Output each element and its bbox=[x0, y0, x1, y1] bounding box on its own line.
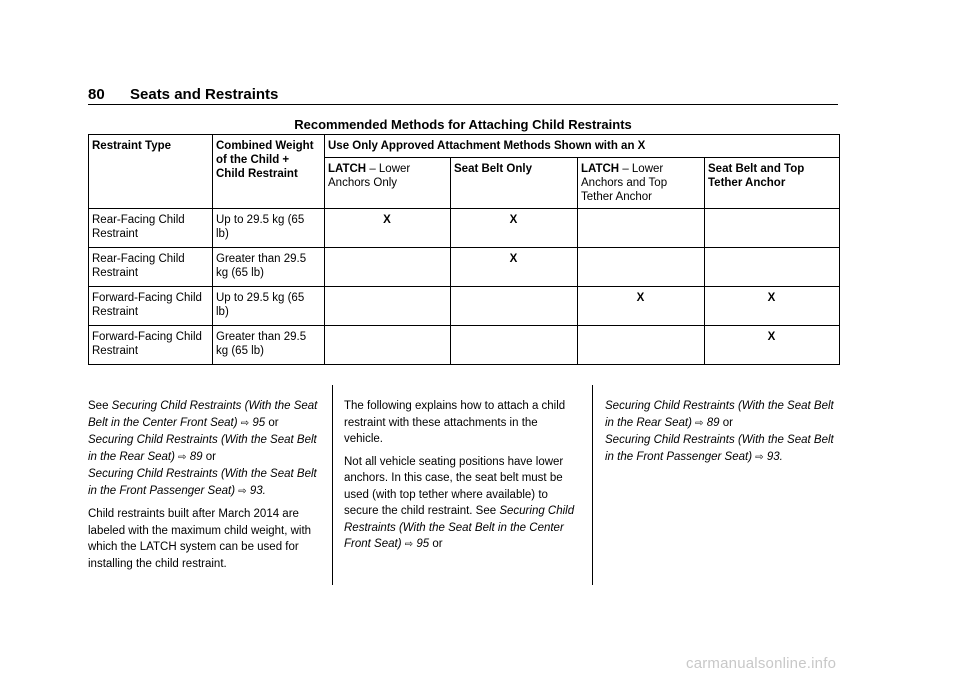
header-methods-group: Use Only Approved Attachment Methods Shown with an X bbox=[325, 135, 840, 158]
cell-restraint-type: Rear-Facing Child Restraint bbox=[89, 209, 213, 248]
subheader-seat-belt-only: Seat Belt Only bbox=[451, 158, 578, 209]
text-column-3 bbox=[605, 398, 840, 472]
subheader-belt-top-tether: Seat Belt and Top Tether Anchor bbox=[705, 158, 840, 209]
cell-belt-top-tether: X bbox=[705, 326, 840, 365]
cell-seat-belt-only: X bbox=[451, 248, 578, 287]
cell-restraint-type: Forward-Facing Child Restraint bbox=[89, 287, 213, 326]
link-center-front-seat[interactable]: Securing Child Restraints (With the Seat Belt in the Center Front Seat) bbox=[88, 400, 318, 429]
page-ref-icon: ⇨ bbox=[240, 417, 250, 429]
cell-restraint-type: Forward-Facing Child Restraint bbox=[89, 326, 213, 365]
page-ref-93[interactable]: 93. bbox=[766, 450, 783, 463]
cell-seat-belt-only bbox=[451, 287, 578, 326]
link-front-passenger-seat[interactable]: Securing Child Restraints (With the Seat Belt in the Front Passenger Seat) bbox=[605, 434, 834, 463]
continued-references-paragraph: Securing Child Restraints (With the Seat Belt in the Rear Seat) ⇨ 89 or Securing Child Restraints (With the Seat Belt in the Front Passenger Seat) ⇨ 93. bbox=[605, 400, 834, 463]
page-ref-icon: ⇨ bbox=[755, 451, 764, 463]
cell-seat-belt-only: X bbox=[451, 209, 578, 248]
page-ref-icon: ⇨ bbox=[404, 539, 414, 550]
column-divider bbox=[592, 385, 593, 585]
cell-belt-top-tether bbox=[705, 209, 840, 248]
page-ref-93[interactable]: 93. bbox=[249, 484, 266, 497]
table-row bbox=[89, 287, 840, 326]
table-title: Recommended Methods for Attaching Child Restraints bbox=[294, 117, 632, 132]
section-title: Seats and Restraints bbox=[130, 86, 279, 103]
watermark: carmanualsonline.info bbox=[686, 655, 837, 672]
attach-intro-paragraph: The following explains how to attach a child restraint with these attachments in the vehicle. bbox=[344, 400, 566, 445]
cell-restraint-type: Rear-Facing Child Restraint bbox=[89, 248, 213, 287]
cell-weight: Greater than 29.5 kg (65 lb) bbox=[213, 248, 325, 287]
table-row bbox=[89, 209, 840, 248]
cell-weight: Up to 29.5 kg (65 lb) bbox=[213, 209, 325, 248]
header-rule bbox=[88, 104, 838, 105]
cell-latch-lower: X bbox=[325, 209, 451, 248]
table-row bbox=[89, 248, 840, 287]
cell-latch-lower bbox=[325, 287, 451, 326]
see-references-paragraph: See Securing Child Restraints (With the Seat Belt in the Center Front Seat) ⇨ 95 or Securing Child Restraints (With the Seat Belt in the Rear Seat) ⇨ 89 or Securing Child Restraints (With the Seat Belt in the Front Passenger Seat) ⇨ 93. bbox=[88, 400, 318, 497]
header-combined-weight: Combined Weight of the Child + Child Restraint bbox=[213, 135, 325, 209]
page-ref-icon: ⇨ bbox=[238, 485, 247, 497]
child-restraint-table bbox=[88, 134, 840, 365]
cell-seat-belt-only bbox=[451, 326, 578, 365]
header-restraint-type: Restraint Type bbox=[89, 135, 213, 209]
cell-latch-top-tether bbox=[578, 326, 705, 365]
cell-belt-top-tether bbox=[705, 248, 840, 287]
latch-label-paragraph: Child restraints built after March 2014 are labeled with the maximum child weight, with which the LATCH system can be used for installing the child restraint. bbox=[88, 508, 312, 570]
table-row bbox=[89, 326, 840, 365]
link-rear-seat[interactable]: Securing Child Restraints (With the Seat Belt in the Rear Seat) bbox=[605, 400, 834, 429]
page-number: 80 bbox=[88, 86, 105, 103]
subheader-latch-top-tether: LATCH – Lower Anchors and Top Tether Anchor bbox=[578, 158, 705, 209]
page-header bbox=[88, 86, 278, 103]
text-column-1 bbox=[88, 398, 323, 578]
page-ref-95[interactable]: 95 bbox=[252, 416, 266, 429]
link-front-passenger-seat[interactable]: Securing Child Restraints (With the Seat Belt in the Front Passenger Seat) bbox=[88, 468, 317, 497]
cell-latch-lower bbox=[325, 248, 451, 287]
link-center-front-seat[interactable]: Securing Child Restraints (With the Seat Belt in the Center Front Seat) bbox=[344, 505, 575, 550]
cell-latch-top-tether bbox=[578, 209, 705, 248]
text-column-2 bbox=[344, 398, 579, 560]
link-rear-seat[interactable]: Securing Child Restraints (With the Seat Belt in the Rear Seat) bbox=[88, 434, 317, 463]
page-ref-89[interactable]: 89 bbox=[706, 416, 720, 429]
cell-weight: Up to 29.5 kg (65 lb) bbox=[213, 287, 325, 326]
page-ref-95[interactable]: 95 bbox=[416, 538, 430, 550]
page-ref-icon: ⇨ bbox=[695, 417, 704, 429]
cell-belt-top-tether: X bbox=[705, 287, 840, 326]
subheader-latch-lower: LATCH – Lower Anchors Only bbox=[325, 158, 451, 209]
page-ref-icon: ⇨ bbox=[178, 451, 187, 463]
lower-anchors-paragraph: Not all vehicle seating positions have lower anchors. In this case, the seat belt must be used (with top tether where available) to secure the child restraint. See Securing Child Restraints (With the Seat Belt in the Center Front Seat) ⇨ 95 or bbox=[344, 455, 575, 550]
cell-latch-lower bbox=[325, 326, 451, 365]
cell-latch-top-tether bbox=[578, 248, 705, 287]
cell-latch-top-tether: X bbox=[578, 287, 705, 326]
cell-weight: Greater than 29.5 kg (65 lb) bbox=[213, 326, 325, 365]
page-ref-89[interactable]: 89 bbox=[189, 450, 203, 463]
column-divider bbox=[332, 385, 333, 585]
